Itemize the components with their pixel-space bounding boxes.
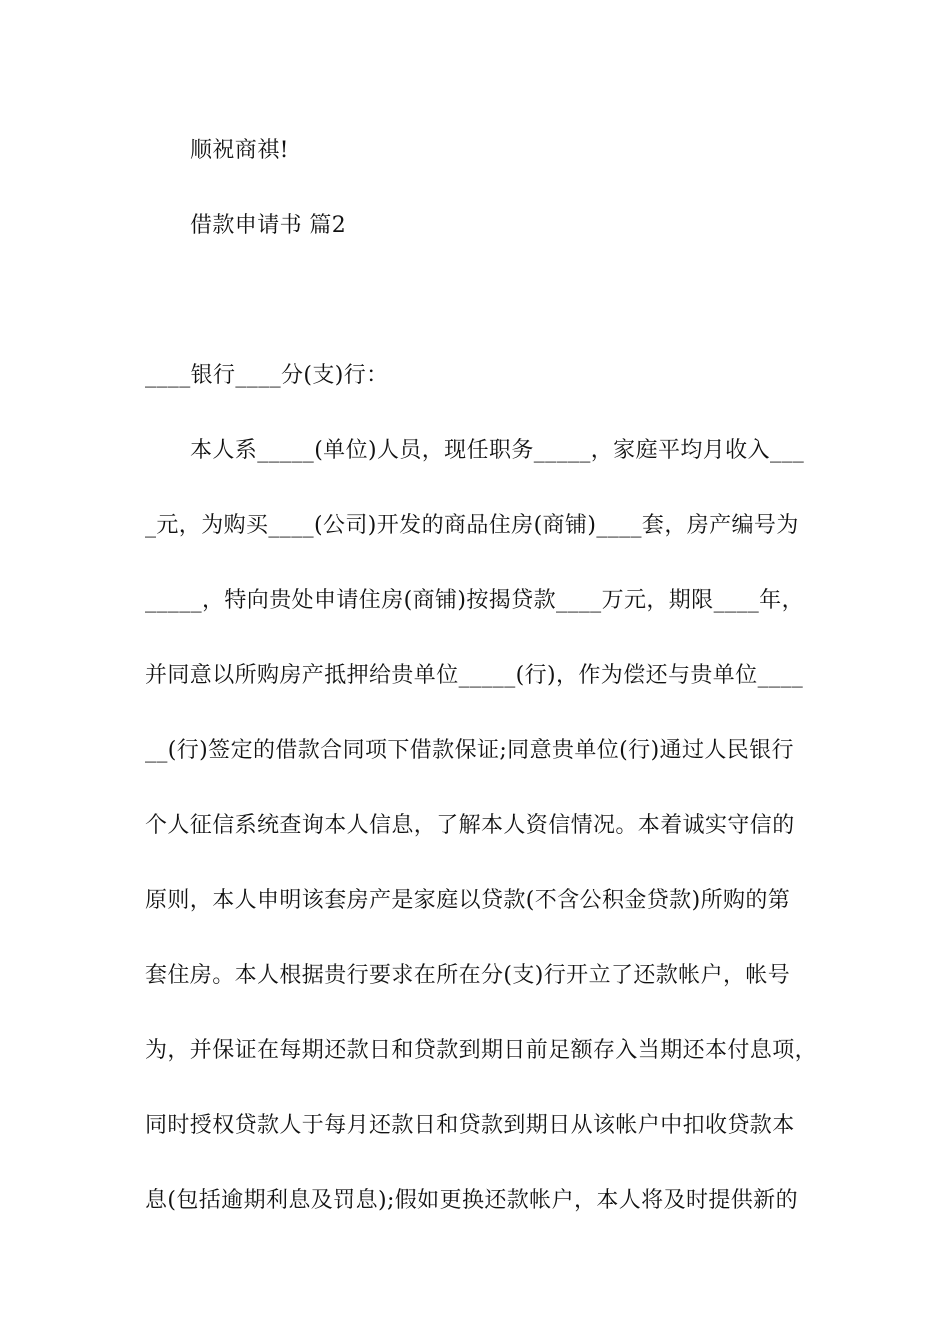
body-line-7: 原则，本人申明该套房产是家庭以贷款(不含公积金贷款)所购的第 xyxy=(145,888,791,913)
body-line-11: 息(包括逾期利息及罚息);假如更换还款帐户，本人将及时提供新的 xyxy=(145,1188,798,1213)
body-line-10: 同时授权贷款人于每月还款日和贷款到期日从该帐户中扣收贷款本 xyxy=(145,1113,795,1138)
body-line-2: _元，为购买____(公司)开发的商品住房(商铺)____套，房产编号为 xyxy=(145,513,799,538)
body-line-5: __(行)签定的借款合同项下借款保证;同意贵单位(行)通过人民银行 xyxy=(145,738,794,763)
body-line-3: _____，特向贵处申请住房(商铺)按揭贷款____万元，期限____年， xyxy=(145,588,804,613)
body-line-8: 套住房。本人根据贵行要求在所在分(支)行开立了还款帐户，帐号 xyxy=(145,963,791,988)
body-line-1: 本人系_____(单位)人员，现任职务_____，家庭平均月收入___ xyxy=(190,438,805,463)
body-line-9: 为，并保证在每期还款日和贷款到期日前足额存入当期还本付息项， xyxy=(145,1038,818,1063)
closing-line: 顺祝商祺! xyxy=(190,138,289,163)
body-line-4: 并同意以所购房产抵押给贵单位_____(行)，作为偿还与贵单位____ xyxy=(145,663,804,688)
section-title: 借款申请书 篇2 xyxy=(190,213,347,238)
salutation-line: ____银行____分(支)行： xyxy=(145,363,389,388)
body-line-6: 个人征信系统查询本人信息，了解本人资信情况。本着诚实守信的 xyxy=(145,813,795,838)
